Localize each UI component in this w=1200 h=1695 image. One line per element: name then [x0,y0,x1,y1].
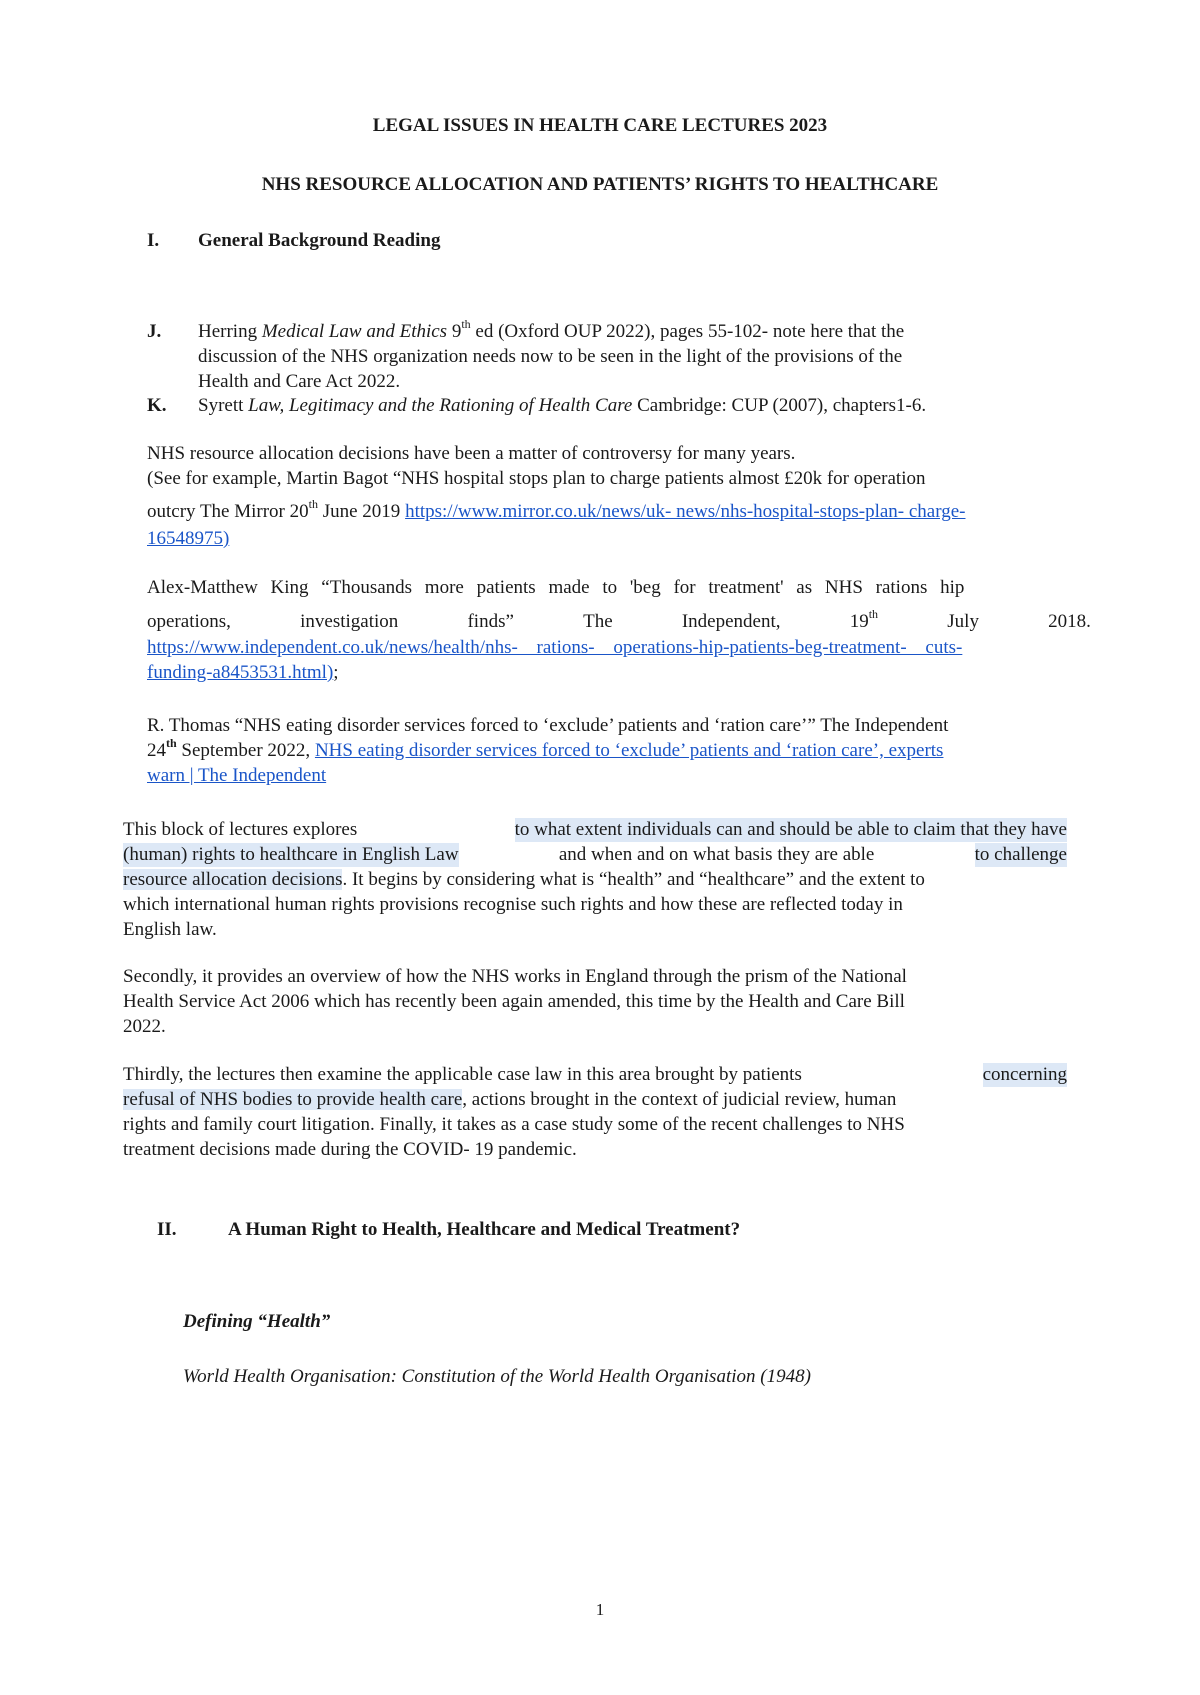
reading-item-j [198,316,905,344]
independent-article-link[interactable]: https://www.independent.co.uk/news/health/nhs- rations- operations-hip-patients-beg-treatment- cuts- [147,637,963,658]
document-subtitle: NHS RESOURCE ALLOCATION AND PATIENTS’ RIGHTS TO HEALTHCARE [261,174,939,195]
mirror-article-link[interactable]: https://www.mirror.co.uk/news/uk- news/nhs-hospital-stops-plan- charge- [405,501,966,522]
word: investigation [300,611,399,632]
section-number: I. [147,230,160,251]
reading-letter-k: K. [147,395,167,416]
reading-letter-j: J. [147,321,162,342]
citation-rest: Cambridge: CUP (2007), chapters1-6. [632,395,927,416]
body-paragraph-1-line2: (human) rights to healthcare in English Law and when and on what basis they are able to challenge [123,844,1067,865]
body-paragraph-3-line1: Thirdly, the lectures then examine the applicable case law in this area brought by patients concerning [123,1064,1067,1085]
book-title: Law, Legitimacy and the Rationing of Health Care [248,395,633,416]
word: Independent, [681,611,781,632]
reading-item-j-line3: Health and Care Act 2022. [198,371,401,392]
section-number: II. [157,1219,177,1240]
highlighted-text: to challenge [974,844,1067,865]
highlighted-text: resource allocation decisions [123,869,343,890]
thomas-article-link[interactable]: NHS eating disorder services forced to ‘exclude’ patients and ‘ration care’, experts [314,740,944,761]
word: operations, [147,611,231,632]
body-paragraph-3-line3: rights and family court litigation. Finally, it takes as a case study some of the recent challenges to NHS [123,1114,905,1135]
body-paragraph-2-line3: 2022. [123,1016,166,1037]
date: 24 [147,740,166,761]
author: Syrett [198,395,249,416]
thomas-article-link-continued[interactable]: warn | The Independent [147,765,327,786]
body-paragraph-2-line1: Secondly, it provides an overview of how the NHS works in England through the prism of the National [123,966,907,987]
citation-text: September 2022, [176,740,315,761]
edition: 9 [447,321,462,342]
body-paragraph-3-line2: refusal of NHS bodies to provide health care, actions brought in the context of judicial review, human [123,1089,897,1110]
section-heading: A Human Right to Health, Healthcare and Medical Treatment? [228,1219,741,1240]
citation-text: Alex-Matthew King “Thousands more patients made to 'beg for treatment' as NHS rations hip [147,577,965,598]
word: 2018. [1048,611,1091,632]
body-paragraph-1-line3: resource allocation decisions. It begins by considering what is “health” and “healthcare” and the extent to [123,869,925,890]
edition-sup: th [461,316,471,331]
body-paragraph-1-line4: which international human rights provisions recognise such rights and how these are reflected today in [123,894,903,915]
king-citation-line2 [147,606,1091,634]
thomas-citation-line1: R. Thomas “NHS eating disorder services forced to ‘exclude’ patients and ‘ration care’” The Independent [147,715,949,736]
date-sup: th [166,735,177,750]
document-title: LEGAL ISSUES IN HEALTH CARE LECTURES 2023 [372,115,828,136]
citation-text: June 2019 [317,501,406,522]
word: July [947,611,979,632]
citation-text: outcry The Mirror 20 [147,501,309,522]
highlighted-text: to what extent individuals can and should be able to claim that they have [514,819,1067,840]
highlighted-text: refusal of NHS bodies to provide health care [123,1089,463,1110]
page-number: 1 [595,1600,605,1619]
word: finds” [467,611,514,632]
date: 19th [849,606,879,632]
independent-article-link-continued[interactable]: funding-a8453531.html) [147,662,334,683]
date-sup: th [308,496,318,511]
subsection-heading: Defining “Health” [183,1311,331,1332]
body-paragraph-3-line4: treatment decisions made during the COVID- 19 pandemic. [123,1139,577,1160]
mirror-citation-line2 [147,496,966,524]
mirror-citation-line1: (See for example, Martin Bagot “NHS hospital stops plan to charge patients almost £20k for operation [147,468,926,489]
reading-item-j-line2: discussion of the NHS organization needs now to be seen in the light of the provisions of the [198,346,903,367]
word: The [583,611,613,632]
body-paragraph-2-line2: Health Service Act 2006 which has recently been again amended, this time by the Health and Care Bill [123,991,905,1012]
reading-item-k [198,394,926,418]
body-paragraph-1-line1: This block of lectures explores to what extent individuals can and should be able to claim that they have [123,819,1067,840]
highlighted-text: concerning [982,1064,1067,1085]
punctuation: ; [333,662,339,683]
body-paragraph-1-line5: English law. [123,919,217,940]
press-intro: NHS resource allocation decisions have been a matter of controversy for many years. [147,443,796,464]
highlighted-text: (human) rights to healthcare in English Law [123,844,459,865]
thomas-citation-line2 [147,735,944,763]
book-title: Medical Law and Ethics [261,321,448,342]
author: Herring [198,321,262,342]
mirror-article-link-continued[interactable]: 16548975) [147,528,230,549]
citation-rest: ed (Oxford OUP 2022), pages 55-102- note here that the [470,321,905,342]
king-citation-line1 [147,576,1091,600]
section-heading: General Background Reading [198,230,441,251]
source-reference: World Health Organisation: Constitution of the World Health Organisation (1948) [183,1366,811,1387]
